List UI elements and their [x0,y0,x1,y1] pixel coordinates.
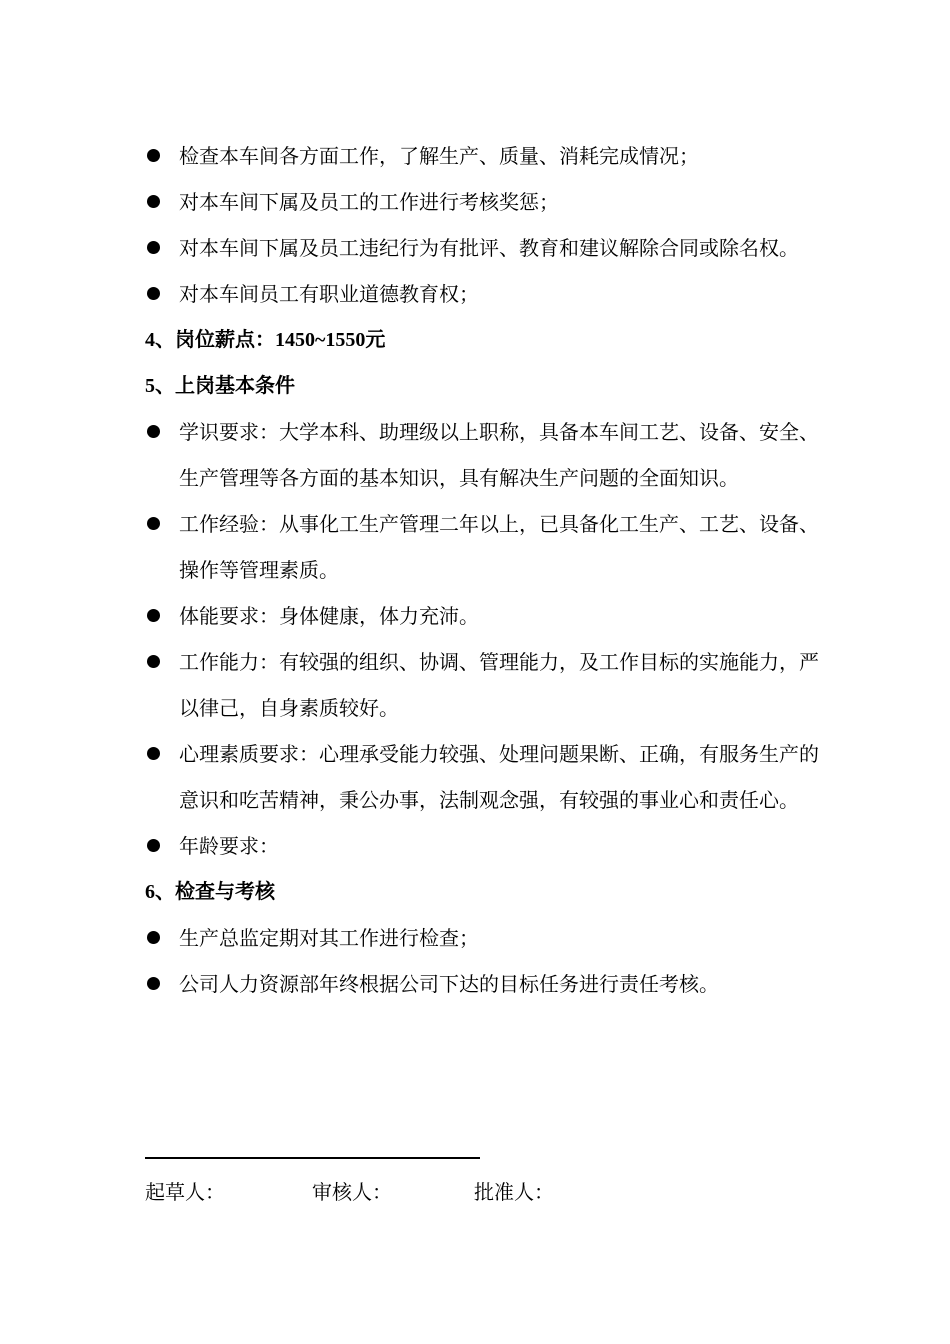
bullet-dot-icon [147,149,160,162]
bullet-item [145,179,825,225]
bullet-text: 生产总监定期对其工作进行检查； [179,926,479,950]
bullet-dot-icon [147,931,160,944]
section-heading-salary: 4、岗位薪点：1450~1550元 [145,329,386,351]
bullet-item [145,961,825,1007]
bullet-text: 对本车间下属及员工的工作进行考核奖惩； [179,190,559,214]
drafter-label: 起草人： [145,1180,225,1204]
bullet-text: 心理素质要求：心理承受能力较强、处理问题果断、正确，有服务生产的意识和吃苦精神，秉公办事，法制观念强，有较强的事业心和责任心。 [179,742,819,812]
bullet-dot-icon [147,977,160,990]
bullet-text: 学识要求：大学本科、助理级以上职称，具备本车间工艺、设备、安全、生产管理等各方面的基本知识，具有解决生产问题的全面知识。 [179,420,819,490]
bullet-dot-icon [147,287,160,300]
bullet-text: 工作经验：从事化工生产管理二年以上，已具备化工生产、工艺、设备、操作等管理素质。 [179,512,819,582]
bullet-dot-icon [147,747,160,760]
bullet-dot-icon [147,839,160,852]
bullet-item [145,409,825,501]
bullet-dot-icon [147,425,160,438]
reviewer-label: 审核人： [312,1180,392,1204]
bullet-text: 检查本车间各方面工作，了解生产、质量、消耗完成情况； [179,144,699,168]
bullet-text: 公司人力资源部年终根据公司下达的目标任务进行责任考核。 [179,972,719,996]
bullet-text: 对本车间下属及员工违纪行为有批评、教育和建议解除合同或除名权。 [179,236,799,260]
bullet-dot-icon [147,195,160,208]
section-heading-inspection: 6、检查与考核 [145,881,275,903]
signature-divider [145,1157,480,1159]
section-heading-requirements: 5、上岗基本条件 [145,375,295,397]
bullet-item [145,823,825,869]
bullet-item [145,593,825,639]
document-content [145,133,825,1007]
bullet-item [145,501,825,593]
bullet-dot-icon [147,241,160,254]
bullet-text: 体能要求：身体健康，体力充沛。 [179,604,479,628]
bullet-item [145,133,825,179]
bullet-dot-icon [147,517,160,530]
bullet-dot-icon [147,655,160,668]
bullet-dot-icon [147,609,160,622]
bullet-item [145,639,825,731]
bullet-item [145,731,825,823]
bullet-text: 年龄要求： [179,834,279,858]
approver-label: 批准人： [474,1180,554,1204]
bullet-item [145,271,825,317]
bullet-text: 对本车间员工有职业道德教育权； [179,282,479,306]
bullet-item [145,225,825,271]
bullet-item [145,915,825,961]
bullet-text: 工作能力：有较强的组织、协调、管理能力，及工作目标的实施能力，严以律己，自身素质较好。 [179,650,819,720]
